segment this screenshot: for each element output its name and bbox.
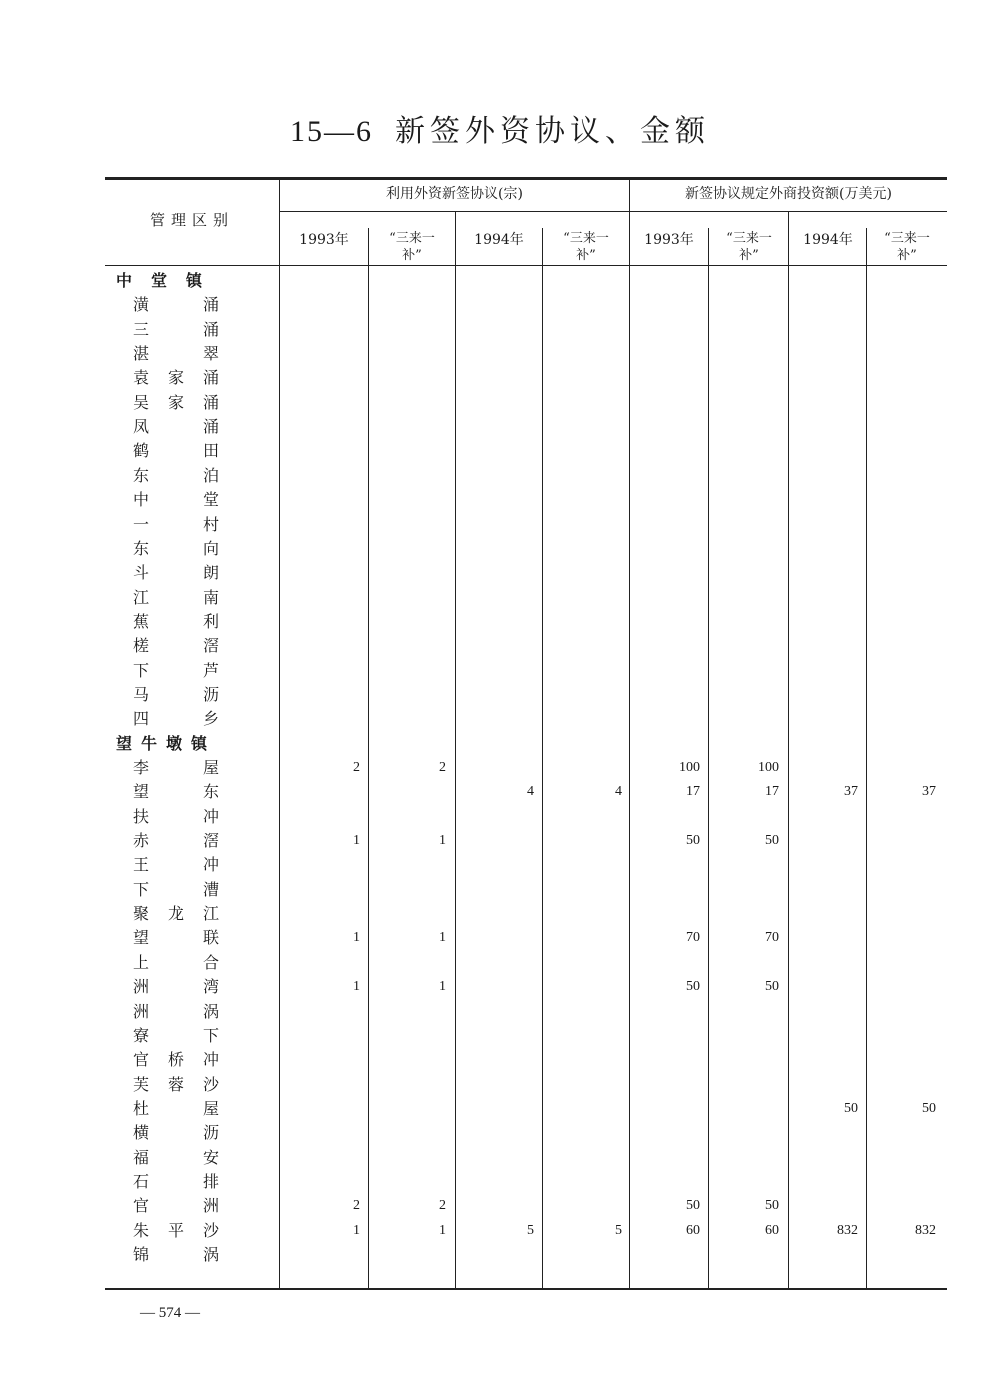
sub-header: “三来一补” <box>726 231 772 263</box>
column-divider <box>455 212 456 1288</box>
page-number: — 574 — <box>140 1305 200 1321</box>
table-cell: 50 <box>765 833 779 849</box>
table-cell: 50 <box>686 833 700 849</box>
table-cell: 50 <box>686 1198 700 1214</box>
table-cell: 1 <box>439 1222 446 1238</box>
row-label: 东 泊 <box>133 465 220 485</box>
column-divider <box>542 228 543 1288</box>
table-cell: 17 <box>765 784 779 800</box>
row-label: 上 合 <box>133 952 220 972</box>
row-label: 鹤 田 <box>133 441 220 461</box>
page-title <box>0 106 1000 150</box>
row-label: 望 东 <box>133 782 220 802</box>
row-label: 官 洲 <box>133 1196 220 1216</box>
row-label: 东 向 <box>133 538 220 558</box>
table-cell: 37 <box>922 784 936 800</box>
row-label: 扶 冲 <box>133 806 220 826</box>
row-label: 下 芦 <box>133 660 220 680</box>
sub-header: “三来一补” <box>884 231 930 263</box>
column-divider <box>368 228 369 1288</box>
group-divider <box>629 178 630 1288</box>
row-label: 槎 滘 <box>133 636 220 656</box>
table-cell: 70 <box>686 930 700 946</box>
sub-header: “三来一补” <box>389 231 435 263</box>
table-cell: 70 <box>765 930 779 946</box>
table-cell: 1 <box>353 979 360 995</box>
row-label: 望 联 <box>133 928 220 948</box>
row-label: 三 涌 <box>133 319 220 339</box>
table-title: 新签外资协议、金额 <box>395 114 710 149</box>
row-label-header: 管理区别 <box>149 211 234 229</box>
row-label: 斗 朗 <box>133 563 220 583</box>
table-cell: 1 <box>439 833 446 849</box>
table-top-rule <box>105 177 947 180</box>
row-label: 官 桥 冲 <box>133 1050 220 1070</box>
table-cell: 50 <box>922 1100 936 1116</box>
table-bottom-rule <box>105 1288 947 1290</box>
row-label: 洲 涡 <box>133 1001 220 1021</box>
table-cell: 4 <box>527 784 534 800</box>
table-cell: 2 <box>439 1198 446 1214</box>
table-cell: 1 <box>353 930 360 946</box>
row-label: 洲 湾 <box>133 977 220 997</box>
column-divider <box>866 228 867 1288</box>
table-cell: 1 <box>439 979 446 995</box>
row-label: 聚 龙 江 <box>133 904 220 924</box>
table-cell: 2 <box>353 760 360 775</box>
table-cell: 37 <box>844 784 858 800</box>
table-cell: 50 <box>844 1100 858 1116</box>
row-label: 寮 下 <box>133 1025 220 1045</box>
sub-header: 1994年 <box>474 232 524 248</box>
table-cell: 100 <box>679 760 700 775</box>
column-divider <box>708 228 709 1288</box>
group-row-label: 中 堂 镇 <box>116 271 203 290</box>
table-cell: 50 <box>686 979 700 995</box>
row-label: 王 冲 <box>133 855 220 875</box>
row-label: 中 堂 <box>133 490 220 510</box>
table-cell: 1 <box>353 833 360 849</box>
row-label: 蕉 利 <box>133 611 220 631</box>
row-label: 马 沥 <box>133 684 220 704</box>
table-cell: 5 <box>615 1222 622 1238</box>
row-label: 石 排 <box>133 1171 220 1191</box>
table-cell: 100 <box>758 760 779 775</box>
row-label: 李 屋 <box>133 758 220 777</box>
group-header-investment: 新签协议规定外商投资额(万美元) <box>685 186 892 202</box>
table-cell: 60 <box>686 1222 700 1238</box>
table-number: 15—6 <box>290 115 373 148</box>
sub-header: 1994年 <box>803 232 853 248</box>
row-label: 杜 屋 <box>133 1098 220 1118</box>
row-label: 潢 涌 <box>133 295 220 315</box>
table-cell: 832 <box>915 1222 936 1238</box>
row-label: 四 乡 <box>133 709 220 729</box>
table-cell: 4 <box>615 784 622 800</box>
group-row-label: 望 牛 墩 镇 <box>116 733 208 753</box>
row-label: 下 漕 <box>133 879 220 899</box>
row-label: 一 村 <box>133 514 220 534</box>
group-header-agreements: 利用外资新签协议(宗) <box>386 186 523 202</box>
table-cell: 50 <box>765 979 779 995</box>
table-cell: 1 <box>439 930 446 946</box>
row-label: 锦 涡 <box>133 1245 220 1264</box>
table-cell: 1 <box>353 1222 360 1238</box>
sub-header: 1993年 <box>644 232 694 248</box>
table-cell: 2 <box>439 760 446 775</box>
table-cell: 50 <box>765 1198 779 1214</box>
table-cell: 17 <box>686 784 700 800</box>
row-label: 湛 翠 <box>133 344 220 364</box>
row-label: 福 安 <box>133 1147 220 1167</box>
group-header-rule <box>280 211 947 212</box>
row-label: 朱 平 沙 <box>133 1220 220 1240</box>
row-label: 吴 家 涌 <box>133 392 220 412</box>
sub-header: “三来一补” <box>563 231 609 263</box>
row-label: 袁 家 涌 <box>133 368 220 388</box>
sub-header: 1993年 <box>299 232 349 248</box>
row-label: 凤 涌 <box>133 417 220 437</box>
row-label: 横 沥 <box>133 1123 220 1143</box>
table-cell: 5 <box>527 1222 534 1238</box>
header-bottom-rule <box>105 265 947 266</box>
column-divider <box>788 212 789 1288</box>
row-label: 江 南 <box>133 587 220 607</box>
row-label: 赤 滘 <box>133 831 220 851</box>
table-cell: 832 <box>837 1222 858 1238</box>
table-cell: 2 <box>353 1198 360 1214</box>
row-label: 芙 蓉 沙 <box>133 1074 220 1094</box>
table-cell: 60 <box>765 1222 779 1238</box>
